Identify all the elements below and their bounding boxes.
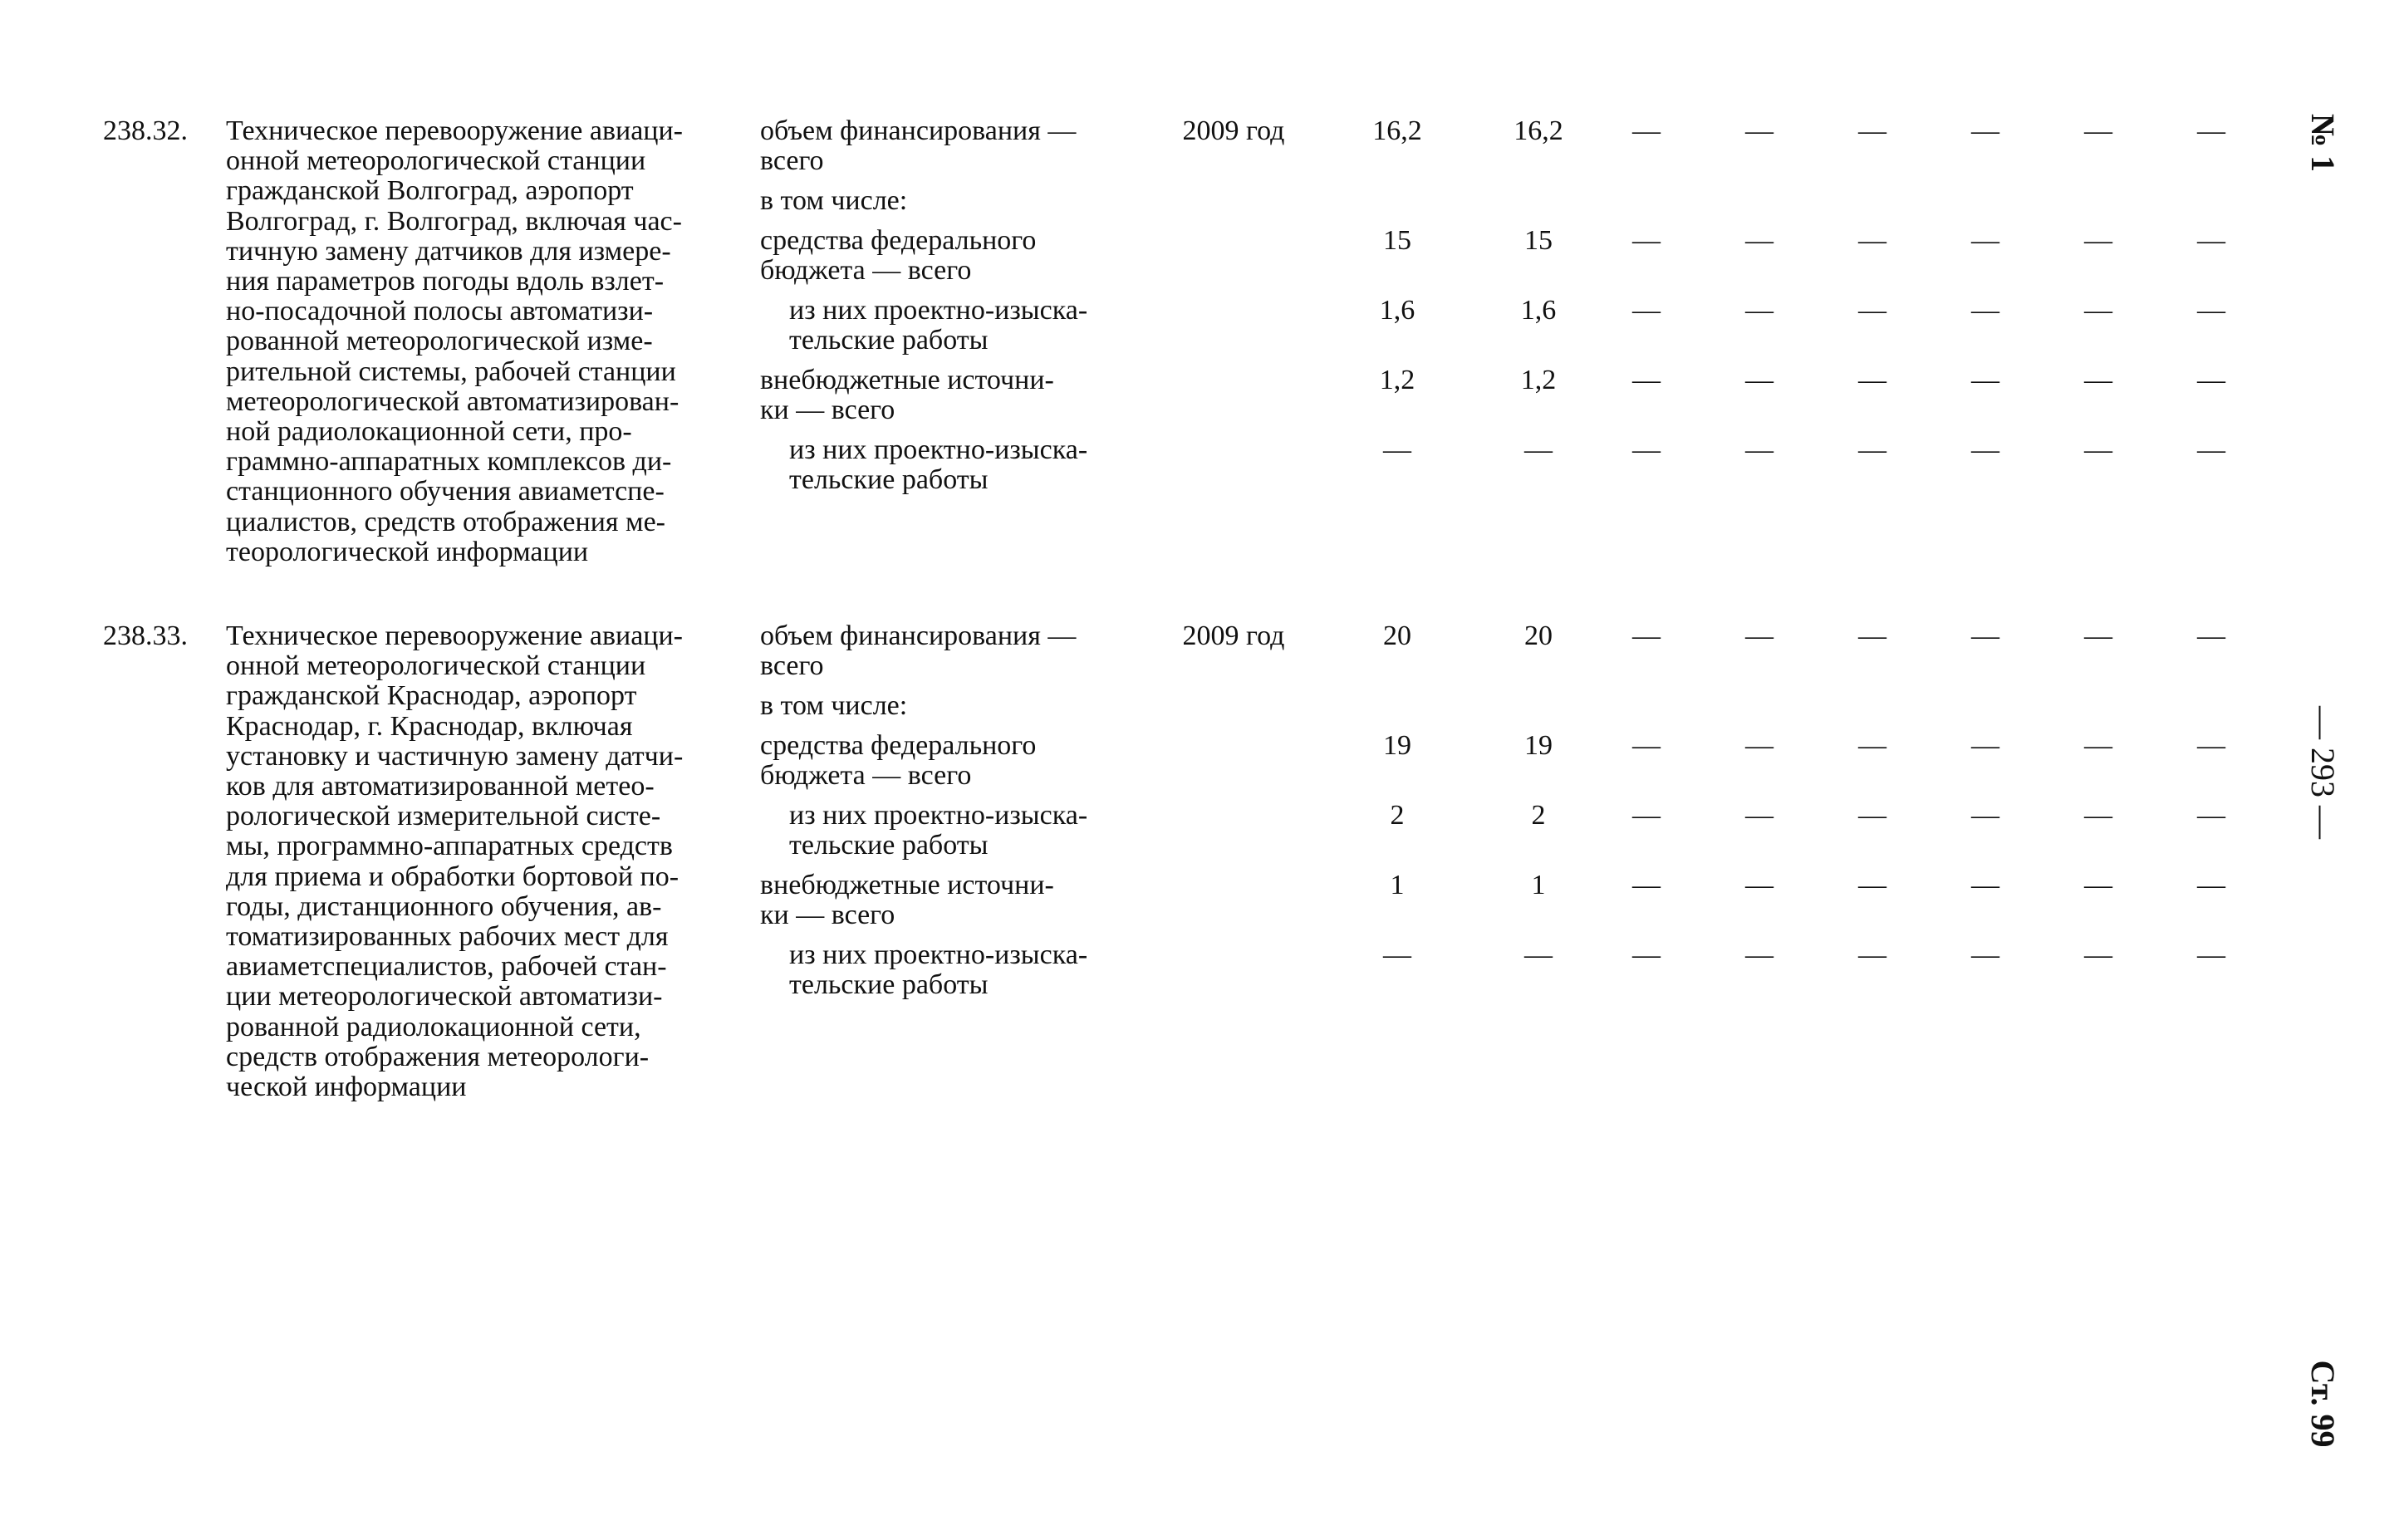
value-total: 2 bbox=[1390, 800, 1405, 831]
dash-cell: — bbox=[1632, 295, 1661, 326]
table-row bbox=[0, 801, 2309, 867]
dash-cell: — bbox=[1632, 800, 1661, 831]
dash-cell: — bbox=[1858, 365, 1886, 395]
dash-cell: — bbox=[2084, 620, 2112, 651]
value-year: 20 bbox=[1524, 620, 1553, 651]
value-total: 1 bbox=[1390, 870, 1405, 900]
dash-cell: — bbox=[1858, 730, 1886, 761]
dash-cell: — bbox=[1632, 365, 1661, 395]
value-total: — bbox=[1383, 434, 1411, 465]
row-label: в том числе: bbox=[760, 690, 908, 721]
dash-cell: — bbox=[1971, 939, 1999, 970]
value-year: 1,6 bbox=[1520, 295, 1557, 326]
record-number: 238.33. bbox=[103, 620, 188, 651]
row-label: из них проектно-изыска- тельские работы bbox=[789, 295, 1088, 356]
value-year: 16,2 bbox=[1514, 115, 1563, 146]
table-row bbox=[0, 226, 2309, 292]
value-year: — bbox=[1524, 939, 1553, 970]
dash-cell: — bbox=[1971, 434, 1999, 465]
dash-cell: — bbox=[2084, 800, 2112, 831]
article-number: Ст. 99 bbox=[2304, 1360, 2342, 1448]
value-total: — bbox=[1383, 939, 1411, 970]
row-label: внебюджетные источни- ки — всего bbox=[760, 365, 1054, 426]
dash-cell: — bbox=[1858, 434, 1886, 465]
record-title: Техническое перевооружение авиаци- онной метеорологической станции гражданской Краснодар, аэропорт Краснодар, г. Краснодар, включая установку и частичную замену датчи- ков для автоматизированной метео- рологической измерительной систе- мы, программно-аппаратных средств для приема и обработки бортовой по- годы, дистанционного обучения, ав- томатизированных рабочих мест для авиаметспециалистов, рабочей стан- ции метеорологической автоматизи- рованной радиолокационной сети, средств отображения метеорологи- ческой информации bbox=[226, 620, 684, 1103]
row-label: из них проектно-изыска- тельские работы bbox=[789, 800, 1088, 861]
table-row bbox=[0, 940, 2309, 1007]
row-label: средства федерального бюджета — всего bbox=[760, 225, 1037, 287]
row-label: в том числе: bbox=[760, 185, 908, 216]
value-year: — bbox=[1524, 434, 1553, 465]
record-title: Техническое перевооружение авиаци- онной метеорологической станции гражданской Волгоград, аэропорт Волгоград, г. Волгоград, включая час- тичную замену датчиков для измере- ния параметров погоды вдоль взлет- но-посадочной полосы автоматизи- рованной метеорологической изме- рительной системы, рабочей станции метеорологической автоматизирован- ной радиолокационной сети, про- граммно-аппаратных комплексов ди- станционного обучения авиаметспе- циалистов, средств отображения ме- теорологической информации bbox=[226, 115, 683, 567]
dash-cell: — bbox=[2197, 730, 2225, 761]
dash-cell: — bbox=[1745, 620, 1774, 651]
value-total: 20 bbox=[1383, 620, 1411, 651]
dash-cell: — bbox=[2084, 939, 2112, 970]
dash-cell: — bbox=[1858, 295, 1886, 326]
dash-cell: — bbox=[1632, 870, 1661, 900]
value-total: 15 bbox=[1383, 225, 1411, 256]
table-row bbox=[0, 731, 2309, 797]
dash-cell: — bbox=[2084, 434, 2112, 465]
table-row bbox=[0, 871, 2309, 937]
dash-cell: — bbox=[1745, 365, 1774, 395]
row-label: объем финансирования — всего bbox=[760, 115, 1077, 177]
dash-cell: — bbox=[1858, 620, 1886, 651]
dash-cell: — bbox=[2197, 800, 2225, 831]
value-total: 1,6 bbox=[1379, 295, 1415, 326]
dash-cell: — bbox=[1632, 730, 1661, 761]
dash-cell: — bbox=[1745, 434, 1774, 465]
dash-cell: — bbox=[1745, 115, 1774, 146]
dash-cell: — bbox=[1971, 620, 1999, 651]
dash-cell: — bbox=[1745, 225, 1774, 256]
value-total: 1,2 bbox=[1379, 365, 1415, 395]
dash-cell: — bbox=[1632, 939, 1661, 970]
dash-cell: — bbox=[1632, 225, 1661, 256]
row-label: средства федерального бюджета — всего bbox=[760, 730, 1037, 792]
dash-cell: — bbox=[2197, 295, 2225, 326]
value-year: 15 bbox=[1524, 225, 1553, 256]
dash-cell: — bbox=[1745, 295, 1774, 326]
dash-cell: — bbox=[2197, 870, 2225, 900]
dash-cell: — bbox=[1858, 939, 1886, 970]
dash-cell: — bbox=[1971, 365, 1999, 395]
value-year: 1,2 bbox=[1520, 365, 1557, 395]
dash-cell: — bbox=[2084, 365, 2112, 395]
dash-cell: — bbox=[1971, 115, 1999, 146]
dash-cell: — bbox=[1745, 939, 1774, 970]
value-year: 2 bbox=[1531, 800, 1546, 831]
record-number: 238.32. bbox=[103, 115, 188, 146]
dash-cell: — bbox=[1858, 870, 1886, 900]
dash-cell: — bbox=[1971, 800, 1999, 831]
dash-cell: — bbox=[1632, 620, 1661, 651]
issue-number: № 1 bbox=[2304, 113, 2342, 173]
dash-cell: — bbox=[1971, 870, 1999, 900]
dash-cell: — bbox=[1745, 870, 1774, 900]
dash-cell: — bbox=[1971, 730, 1999, 761]
table-row bbox=[0, 116, 2309, 183]
dash-cell: — bbox=[1971, 225, 1999, 256]
record-year: 2009 год bbox=[1182, 115, 1285, 146]
table-row bbox=[0, 435, 2309, 502]
table-row bbox=[0, 621, 2309, 688]
dash-cell: — bbox=[2084, 225, 2112, 256]
dash-cell: — bbox=[1858, 800, 1886, 831]
dash-cell: — bbox=[1745, 730, 1774, 761]
dash-cell: — bbox=[1745, 800, 1774, 831]
dash-cell: — bbox=[2197, 939, 2225, 970]
dash-cell: — bbox=[2197, 365, 2225, 395]
dash-cell: — bbox=[1632, 115, 1661, 146]
value-total: 19 bbox=[1383, 730, 1411, 761]
dash-cell: — bbox=[2197, 434, 2225, 465]
dash-cell: — bbox=[2084, 730, 2112, 761]
dash-cell: — bbox=[1632, 434, 1661, 465]
value-year: 19 bbox=[1524, 730, 1553, 761]
table-row bbox=[0, 296, 2309, 362]
page-number: — 293 — bbox=[2304, 706, 2342, 839]
dash-cell: — bbox=[1971, 295, 1999, 326]
row-label: объем финансирования — всего bbox=[760, 620, 1077, 682]
row-label: из них проектно-изыска- тельские работы bbox=[789, 939, 1088, 1001]
dash-cell: — bbox=[2197, 115, 2225, 146]
dash-cell: — bbox=[2197, 225, 2225, 256]
dash-cell: — bbox=[2084, 870, 2112, 900]
dash-cell: — bbox=[1858, 225, 1886, 256]
row-label: внебюджетные источни- ки — всего bbox=[760, 870, 1054, 931]
dash-cell: — bbox=[2084, 115, 2112, 146]
dash-cell: — bbox=[2084, 295, 2112, 326]
dash-cell: — bbox=[1858, 115, 1886, 146]
value-year: 1 bbox=[1531, 870, 1546, 900]
record-year: 2009 год bbox=[1182, 620, 1285, 651]
value-total: 16,2 bbox=[1372, 115, 1422, 146]
dash-cell: — bbox=[2197, 620, 2225, 651]
row-label: из них проектно-изыска- тельские работы bbox=[789, 434, 1088, 496]
table-row bbox=[0, 365, 2309, 432]
